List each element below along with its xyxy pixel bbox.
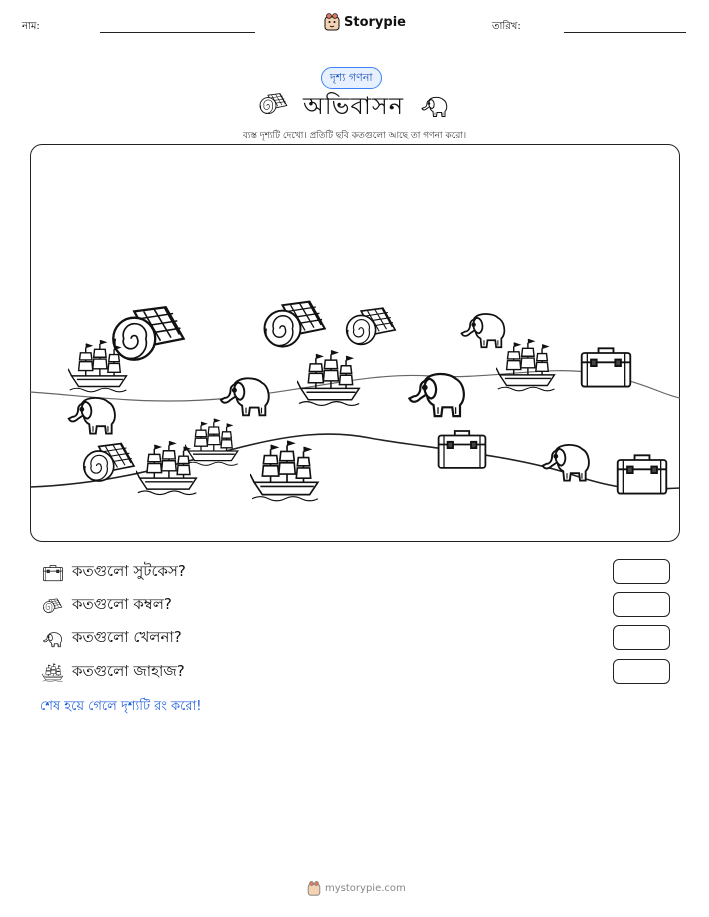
toy-elephant-icon <box>217 370 275 420</box>
date-label: তারিখ: <box>492 21 521 32</box>
ship-icon <box>68 340 130 394</box>
ship-icon <box>250 440 322 504</box>
instruction-text: ব্যস্ত দৃশ্যটি দেখো। প্রতিটি ছবি কতগুলো আছে তা গণনা করো। <box>242 131 467 141</box>
ship-icon <box>496 338 558 394</box>
ship-icon <box>297 350 363 408</box>
closing-note: শেষ হয়ে গেলে দৃশ্যটি রং করো! <box>40 699 202 714</box>
answer-box-toy[interactable] <box>613 625 670 650</box>
topic-pill: দৃশ্য গণনা <box>321 67 382 89</box>
question-blanket <box>42 593 172 618</box>
answer-box-ship[interactable] <box>613 659 670 684</box>
question-text: কতগুলো জাহাজ? <box>72 662 185 680</box>
date-line[interactable] <box>564 32 686 33</box>
blanket-roll-icon <box>80 440 140 486</box>
ship-icon <box>185 418 241 468</box>
toy-elephant-icon <box>42 628 64 650</box>
suitcase-icon <box>614 450 670 498</box>
page-title: অভিবাসন <box>303 92 405 120</box>
question-text: কতগুলো কম্বল? <box>72 595 172 613</box>
brand-logo <box>324 13 406 31</box>
question-toy <box>42 626 182 651</box>
answer-box-suitcase[interactable] <box>613 559 670 584</box>
storypie-logo-icon <box>324 13 340 31</box>
toy-elephant-icon <box>539 437 595 485</box>
name-line[interactable] <box>100 32 255 33</box>
footer-site[interactable]: mystorypie.com <box>325 883 406 894</box>
toy-elephant-icon <box>405 365 471 421</box>
ship-icon <box>42 662 64 684</box>
suitcase-icon <box>435 425 489 473</box>
answer-box-blanket[interactable] <box>613 592 670 617</box>
name-label: নাম: <box>22 21 40 32</box>
question-suitcase <box>42 560 186 585</box>
question-text: কতগুলো সুটকেস? <box>72 562 186 580</box>
question-text: কতগুলো খেলনা? <box>72 628 182 646</box>
blanket-roll-icon <box>343 305 401 349</box>
blanket-roll-icon <box>260 298 332 352</box>
blanket-roll-icon <box>258 92 290 116</box>
question-ship <box>42 660 185 685</box>
suitcase-icon <box>42 562 64 584</box>
suitcase-icon <box>578 343 634 391</box>
toy-elephant-icon <box>65 390 121 438</box>
footer-brand <box>307 881 406 896</box>
storypie-logo-icon <box>307 881 321 896</box>
brand-name: Storypie <box>344 14 406 30</box>
toy-elephant-icon <box>420 93 450 119</box>
blanket-roll-icon <box>42 595 64 617</box>
